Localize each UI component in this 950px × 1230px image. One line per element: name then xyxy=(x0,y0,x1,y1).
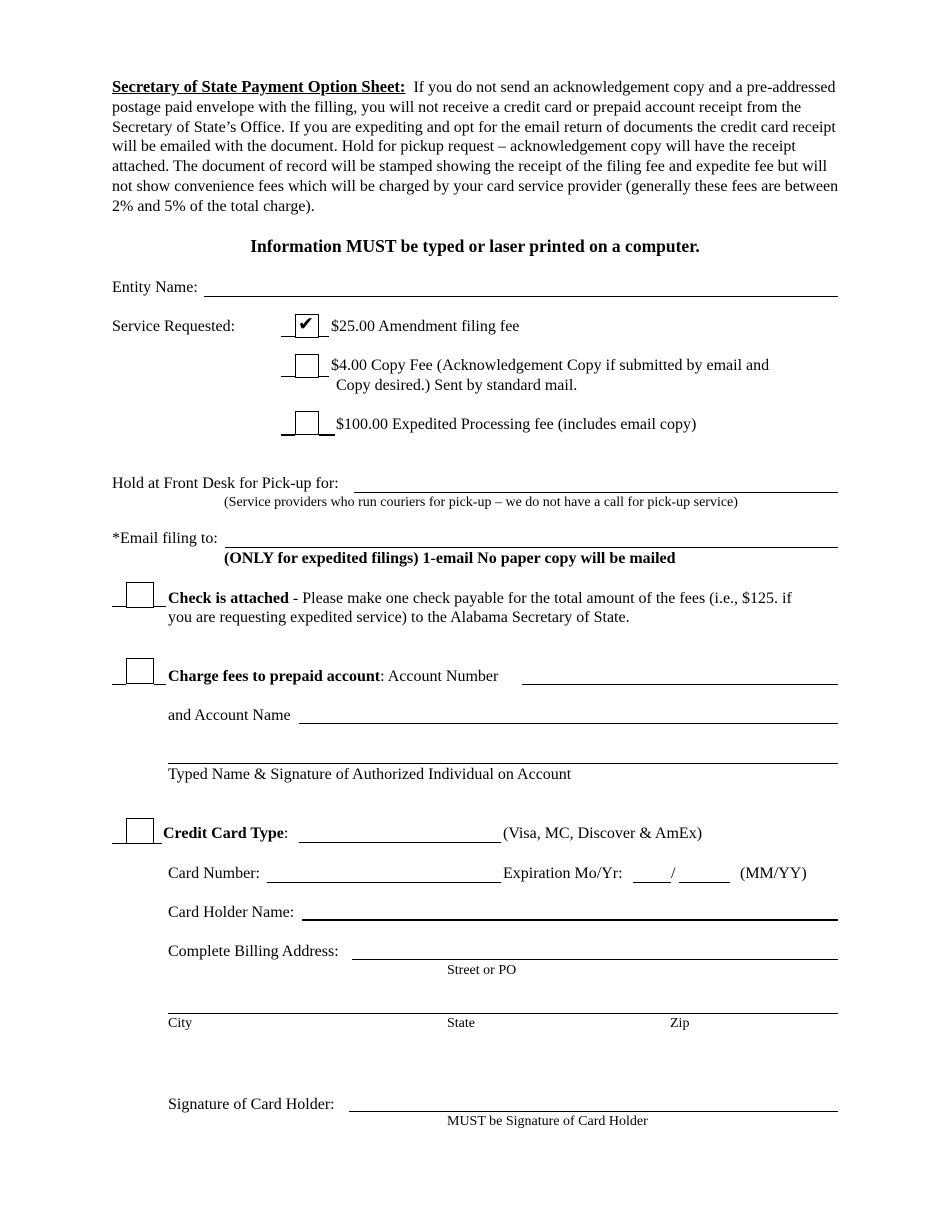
copy-fee-checkbox[interactable] xyxy=(295,354,319,378)
check-attached-bold: Check is attached xyxy=(168,590,289,607)
option-underline xyxy=(112,606,126,607)
option-underline xyxy=(154,843,162,844)
check-attached-checkbox[interactable] xyxy=(126,582,154,608)
copy-fee-label-line1: $4.00 Copy Fee (Acknowledgement Copy if submitted by email and xyxy=(331,357,770,374)
account-number-field[interactable] xyxy=(522,684,838,685)
entity-name-label: Entity Name: xyxy=(112,279,198,296)
prepaid-account-bold: Charge fees to prepaid account xyxy=(168,668,381,685)
amendment-fee-label: $25.00 Amendment filing fee xyxy=(331,318,520,335)
check-attached-line1 xyxy=(168,590,792,608)
prepaid-account-checkbox[interactable] xyxy=(126,658,154,684)
account-name-field[interactable] xyxy=(299,723,838,724)
expiration-format: (MM/YY) xyxy=(740,865,807,882)
option-underline xyxy=(281,376,295,377)
hold-pickup-label: Hold at Front Desk for Pick-up for: xyxy=(112,475,339,492)
card-number-field[interactable] xyxy=(267,882,501,883)
option-underline xyxy=(154,684,166,685)
expiration-month-field[interactable] xyxy=(633,882,671,883)
account-number-label: : Account Number xyxy=(380,668,499,685)
billing-address-label: Complete Billing Address: xyxy=(168,943,339,960)
card-holder-signature-caption: MUST be Signature of Card Holder xyxy=(447,1114,648,1129)
check-attached-line2: you are requesting expedited service) to the Alabama Secretary of State. xyxy=(168,609,630,626)
typed-notice: Information MUST be typed or laser printed on a computer. xyxy=(250,236,700,256)
credit-card-type-colon: : xyxy=(283,825,289,842)
authorized-signature-label: Typed Name & Signature of Authorized Individual on Account xyxy=(168,766,572,783)
option-underline xyxy=(319,376,329,377)
option-underline xyxy=(319,434,335,436)
billing-city-state-zip-field[interactable] xyxy=(168,1013,838,1014)
option-underline xyxy=(281,434,295,436)
expedited-fee-checkbox[interactable] xyxy=(295,411,319,435)
credit-card-type-field[interactable] xyxy=(299,842,501,843)
option-underline xyxy=(112,843,126,844)
checkmark-icon: ✔ xyxy=(298,313,314,335)
entity-name-field[interactable] xyxy=(204,296,838,297)
email-filing-field[interactable] xyxy=(225,547,838,548)
sheet-title: Secretary of State Payment Option Sheet: xyxy=(112,77,406,96)
billing-street-field[interactable] xyxy=(352,959,838,960)
option-underline xyxy=(319,336,329,337)
option-underline xyxy=(154,606,166,607)
prepaid-account-line xyxy=(168,668,498,686)
email-filing-label: *Email filing to: xyxy=(112,530,218,547)
card-number-label: Card Number: xyxy=(168,865,260,882)
street-caption: Street or PO xyxy=(447,963,517,978)
expiration-label: Expiration Mo/Yr: xyxy=(503,865,623,882)
email-filing-note: (ONLY for expedited filings) 1-email No paper copy will be mailed xyxy=(224,550,676,567)
state-caption: State xyxy=(447,1016,475,1031)
option-underline xyxy=(281,336,295,337)
card-holder-signature-label: Signature of Card Holder: xyxy=(168,1096,335,1113)
zip-caption: Zip xyxy=(670,1016,690,1031)
expiration-year-field[interactable] xyxy=(679,882,730,883)
authorized-signature-field[interactable] xyxy=(168,763,838,764)
card-holder-signature-field[interactable] xyxy=(349,1111,838,1112)
intro-body: If you do not send an acknowledgement copy and a pre-addressed postage paid envelope with the filling, you will not receive a credit card or prepaid account receipt from the Secretary of State’s Office. If you are expediting and opt for the email return of documents the credit card receipt will be emailed with the document. Hold for pickup request – acknowledgement copy will have the receipt attached. The document of record will be stamped showing the receipt of the filing fee and expedite fee but will not show convenience fees which will be charged by your card service provider (generally these fees are between 2% and 5% of the total charge). xyxy=(112,79,839,215)
copy-fee-label-line2: Copy desired.) Sent by standard mail. xyxy=(336,377,578,394)
option-underline xyxy=(112,684,126,685)
credit-card-type-label xyxy=(163,825,288,843)
credit-card-type-note: (Visa, MC, Discover & AmEx) xyxy=(503,825,703,842)
account-name-label: and Account Name xyxy=(168,707,291,724)
expiration-slash: / xyxy=(671,865,676,882)
credit-card-type-bold: Credit Card Type xyxy=(163,825,284,842)
service-requested-label: Service Requested: xyxy=(112,318,236,335)
expedited-fee-label: $100.00 Expedited Processing fee (includes email copy) xyxy=(336,416,697,433)
city-caption: City xyxy=(168,1016,193,1031)
amendment-fee-checkbox[interactable] xyxy=(295,314,319,338)
hold-pickup-note: (Service providers who run couriers for pick-up – we do not have a call for pick-up service) xyxy=(224,495,738,510)
card-holder-name-label: Card Holder Name: xyxy=(168,904,295,921)
credit-card-checkbox[interactable] xyxy=(126,818,154,844)
hold-pickup-field[interactable] xyxy=(354,492,838,493)
intro-paragraph xyxy=(112,77,842,217)
card-holder-name-field[interactable] xyxy=(302,919,838,921)
check-attached-text: - Please make one check payable for the total amount of the fees (i.e., $125. if xyxy=(288,590,792,607)
